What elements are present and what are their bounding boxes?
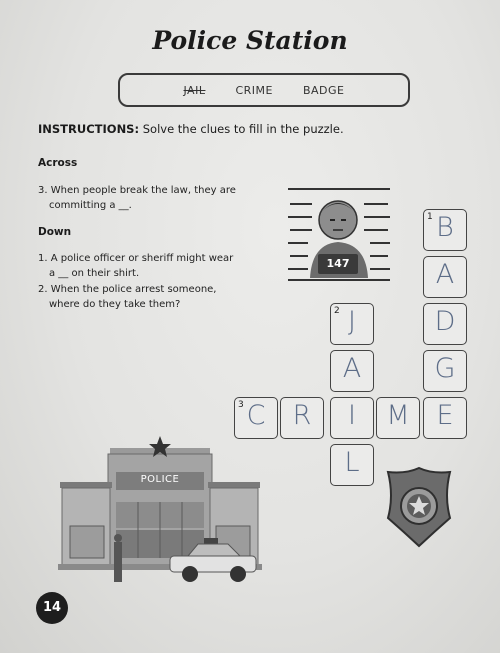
instructions [38,122,344,136]
crossword-cell[interactable] [330,444,374,486]
clue-number: 3 [238,400,244,410]
crossword-cell[interactable] [330,397,374,439]
police-car-illustration [166,536,260,586]
instructions-text: Solve the clues to fill in the puzzle. [142,122,344,136]
crossword-cell[interactable] [423,256,467,298]
cell-letter: B [436,212,454,243]
clue-line: 1. A police officer or sheriff might wear [38,253,234,264]
police-sign: POLICE [140,474,180,485]
cell-letter: E [436,400,454,431]
cell-letter: A [342,353,362,384]
cell-letter: A [435,259,455,290]
instructions-label: INSTRUCTIONS: [38,122,140,136]
word-bank-item-jail: JAIL [183,83,206,97]
down-clue-1 [38,251,233,281]
clue-line: 3. When people break the law, they are [38,185,236,196]
crossword-cell[interactable] [423,303,467,345]
cell-letter: D [434,306,456,337]
clue-line: a __ on their shirt. [49,268,140,279]
clue-number: 2 [334,306,340,316]
page-number: 14 [36,592,68,624]
down-heading: Down [38,226,72,238]
crossword-cell[interactable] [330,303,374,345]
crossword-cell[interactable] [280,397,324,439]
clue-line: 2. When the police arrest someone, [38,284,217,295]
cell-letter: I [348,400,356,431]
word-bank-item-crime: CRIME [235,83,273,97]
cell-letter: C [246,400,266,431]
clue-line: where do they take them? [49,299,181,310]
crossword-cell[interactable] [423,397,467,439]
crossword-cell[interactable] [423,350,467,392]
crossword-cell[interactable] [423,209,467,251]
cell-letter: L [344,447,360,478]
clue-number: 1 [427,212,433,222]
police-badge-illustration [384,466,454,548]
across-clue-3 [38,183,236,213]
across-heading: Across [38,157,78,169]
crossword-cell[interactable] [330,350,374,392]
cell-letter: R [292,400,312,431]
cell-letter: M [386,400,410,431]
down-clue-2 [38,282,216,312]
word-bank [118,73,410,107]
page-title: Police Station [152,26,348,55]
crossword-cell[interactable] [376,397,420,439]
cell-letter: G [434,353,456,384]
cell-letter: J [348,306,356,337]
word-bank-item-badge: BADGE [302,83,345,97]
mugshot-number-plate: 147 [326,257,350,270]
clue-line: committing a __. [49,200,132,211]
